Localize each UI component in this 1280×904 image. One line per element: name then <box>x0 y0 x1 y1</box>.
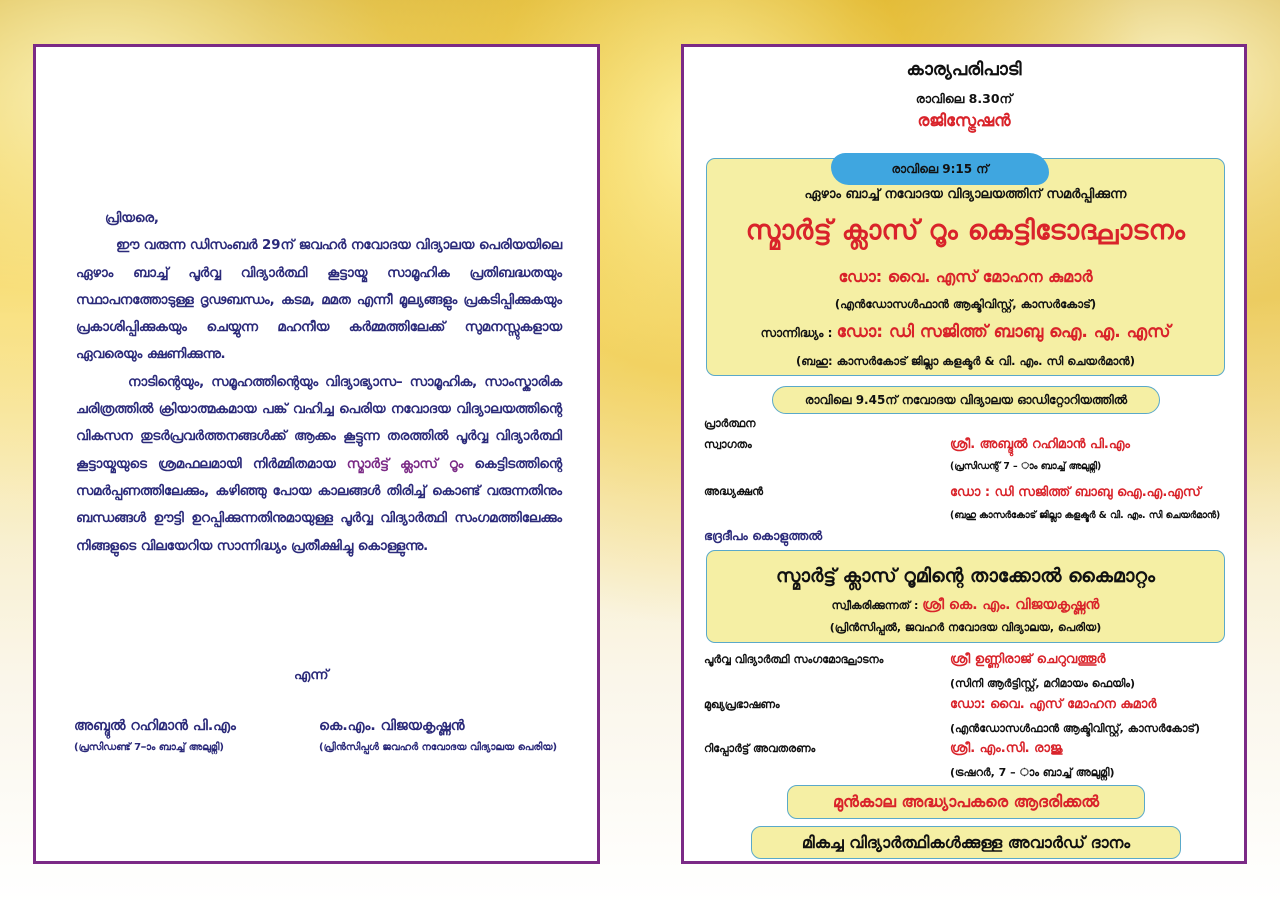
alumni-meet-label: പൂർവ്വ വിദ്യാർത്ഥി സംഗമോദ്ഘാടനം <box>704 653 884 666</box>
signature-president <box>74 718 236 753</box>
letter-paragraph-2 <box>76 369 562 560</box>
key-receiver-line <box>707 597 1224 613</box>
presided-name: ഡോ : ഡി സജിത്ത് ബാബു ഐ.എ.എസ് <box>950 485 1201 500</box>
welcome-name: ശ്രീ. അബ്ദുൽ റഹിമാൻ പി.എം <box>950 437 1130 452</box>
report-label: റിപ്പോർട്ട് അവതരണം <box>704 742 816 755</box>
inauguration-heading: സ്മാർട്ട് ക്ലാസ് റൂം കെട്ടിടോദ്ഘാടനം <box>745 215 1186 246</box>
presence-desc: (ബഹു: കാസർകോട് ജില്ലാ കളക്ടർ & വി. എം. സി ചെയർമാൻ) <box>796 354 1135 368</box>
letter-paragraph-2-start: നാടിന്റെയും, സമൂഹത്തിന്റെയും വിദ്യാഭ്യാസ– സാമൂഹിക, സാംസ്കാരിക ചരിത്രത്തിൽ ക്രിയാത്മകമായ പങ്ക് വഹിച്ച പെരിയ നവോദയ വിദ്യാലയത്തിന്റെ വികസന തുടർപ്രവർത്തനങ്ങൾക്ക് ആക്കം കൂട്ടുന്ന തരത്തിൽ പൂർവ്വ വിദ്യാർത്ഥി കൂട്ടായ്മയുടെ ശ്രമഫലമായി നിർമ്മിതമായ <box>76 374 562 472</box>
invitation-letter-panel <box>33 44 600 864</box>
presided-desc: (ബഹു കാസർകോട് ജില്ലാ കളക്ടർ & വി. എം. സി ചെയർമാൻ) <box>950 510 1221 521</box>
inaugurator-desc: (എൻഡോസൾഫാൻ ആക്ടിവിസ്റ്റ്, കാസർകോട്) <box>834 297 1097 311</box>
signature-president-desc: (പ്രസിഡണ്ട് 7–ാം ബാച്ച് അലുമ്നി) <box>74 742 224 753</box>
presence-line <box>707 322 1224 342</box>
key-receiver-label: സ്വീകരിക്കുന്നത് : <box>831 599 919 612</box>
keynote-desc: (എൻഡോസൾഫാൻ ആക്ടിവിസ്റ്റ്, കാസർകോട്) <box>950 722 1200 735</box>
programme-title: കാര്യപരിപാടി <box>906 59 1022 80</box>
signature-president-name: അബ്ദുൽ റഹിമാൻ പി.എം <box>74 718 236 734</box>
time-splash-badge <box>831 153 1049 185</box>
signature-principal-desc: (പ്രിൻസിപ്പൾ ജവഹർ നവോദയ വിദ്യാലയ പെരിയ) <box>319 742 558 753</box>
report-desc: (ട്രഷറർ, 7 – ാം ബാച്ച് അലുമ്നി) <box>950 766 1115 779</box>
prayer-label: പ്രാർത്ഥന <box>704 417 756 430</box>
registration-time: രാവിലെ 8.30ന് <box>915 91 1013 106</box>
presence-label: സാന്നിദ്ധ്യം : <box>760 326 833 340</box>
key-handover-box <box>706 550 1225 643</box>
signature-principal <box>319 718 557 753</box>
presided-label: അദ്ധ്യക്ഷൻ <box>704 485 764 498</box>
presence-name: ഡോ: ഡി സജിത്ത് ബാബു ഐ. എ. എസ് <box>836 322 1171 342</box>
programme-panel <box>681 44 1247 864</box>
awards-pill: മികച്ച വിദ്യാർത്ഥികൾക്കുള്ള അവാർഡ് ദാനം <box>751 826 1181 859</box>
lamp-lighting: ഭദ്രദീപം കൊളുത്തൽ <box>704 528 823 543</box>
letter-greeting: പ്രിയരെ, <box>105 211 159 226</box>
teachers-honour-pill: മുൻകാല അദ്ധ്യാപകരെ ആദരിക്കൽ <box>787 785 1145 819</box>
key-receiver-name: ശ്രീ കെ. എം. വിജയകൃഷ്ണൻ <box>922 597 1100 613</box>
welcome-label: സ്വാഗതം <box>704 438 752 451</box>
keynote-label: മുഖ്യപ്രഭാഷണം <box>704 698 780 711</box>
inauguration-time: രാവിലെ 9:15 ന് <box>891 162 989 176</box>
letter-paragraph-2-end: കെട്ടിടത്തിന്റെ സമർപ്പണത്തിലേക്കും, കഴിഞ്ഞു പോയ കാലങ്ങൾ തിരിച്ച് കൊണ്ട് വരുന്നതിനും ബന്ധങ്ങൾ ഊട്ടി ഉറപ്പിക്കുന്നതിനുമായുള്ള പൂർവ്വ വിദ്യാർത്ഥി സംഗമത്തിലേക്കും നിങ്ങളുടെ വിലയേറിയ സാന്നിദ്ധ്യം പ്രതീക്ഷിച്ചു കൊള്ളുന്നു. <box>76 456 562 554</box>
report-name: ശ്രീ. എം.സി. രാജു <box>950 741 1063 756</box>
auditorium-time-pill: രാവിലെ 9.45ന് നവോദയ വിദ്യാലയ ഓഡിറ്റോറിയത്തിൽ <box>772 386 1160 414</box>
smart-class-highlight: സ്മാർട്ട് ക്ലാസ് റൂം <box>346 456 464 472</box>
alumni-meet-desc: (സിനി ആർട്ടിസ്റ്റ്, മറിമായം ഫെയിം) <box>950 677 1135 690</box>
inaugurator-name: ഡോ: വൈ. എസ് മോഹന കുമാർ <box>838 267 1093 286</box>
dedication-line: ഏഴാം ബാച്ച് നവോദയ വിദ്യാലയത്തിന് സമർപ്പിക്കുന്ന <box>804 187 1127 202</box>
key-handover-title: സ്മാർട്ട് ക്ലാസ് റൂമിന്റെ താക്കോൽ കൈമാറ്റം <box>775 565 1156 587</box>
welcome-desc: (പ്രസിഡന്റ് 7 – ാം ബാച്ച് അലുമ്നി) <box>950 461 1102 472</box>
signature-principal-name: കെ.എം. വിജയകൃഷ്ണൻ <box>319 718 465 734</box>
letter-body <box>76 205 562 560</box>
letter-paragraph-1: ഈ വരുന്ന ഡിസംബർ 29ന് ജവഹർ നവോദയ വിദ്യാലയ പെരിയയിലെ ഏഴാം ബാച്ച് പൂർവ്വ വിദ്യാർത്ഥി കൂട്ടായ്മ സാമൂഹിക പ്രതിബദ്ധതയും സ്ഥാപനത്തോടുള്ള ദൃഢബന്ധം, കടമ, മമത എന്നീ മൂല്യങ്ങളും പ്രകടിപ്പിക്കുകയും പ്രകാശിപ്പിക്കുകയും ചെയ്യുന്ന മഹനീയ കർമ്മത്തിലേക്ക് സുമനസ്സുകളായ ഏവരെയും ക്ഷണിക്കുന്നു. <box>76 238 562 363</box>
alumni-meet-name: ശ്രീ ഉണ്ണിരാജ് ചെറുവത്തൂർ <box>950 652 1106 667</box>
inauguration-box <box>706 158 1225 376</box>
key-receiver-desc: (പ്രിൻസിപ്പൽ, ജവഹർ നവോദയ വിദ്യാലയ, പെരിയ) <box>829 621 1102 634</box>
keynote-name: ഡോ: വൈ. എസ് മോഹന കുമാർ <box>950 697 1157 712</box>
registration-label: രജിസ്ട്രേഷൻ <box>917 111 1011 130</box>
letter-closing: എന്ന് <box>294 667 329 683</box>
